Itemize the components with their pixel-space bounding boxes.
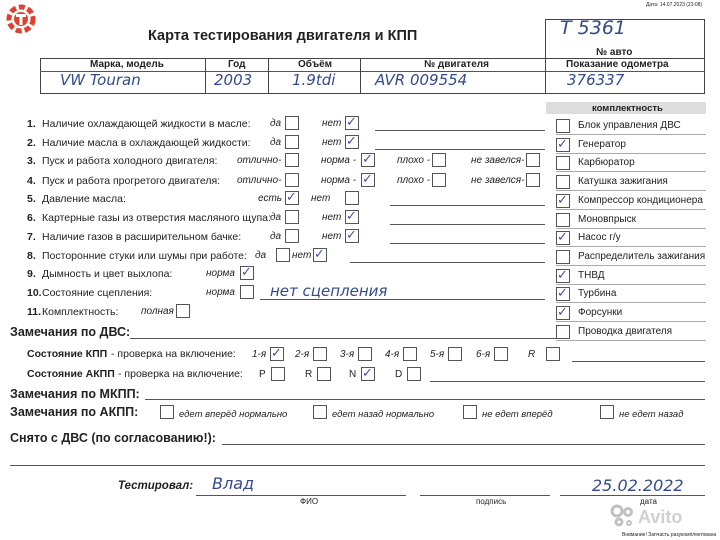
kit-item-label: Турбина	[578, 288, 617, 300]
kpp-gear-checkbox[interactable]	[403, 347, 417, 361]
date-value: 25.02.2022	[592, 476, 684, 495]
item-option-label: нет	[322, 231, 342, 242]
col-engine-no: № двигателя	[424, 59, 489, 70]
kit-line	[556, 171, 706, 172]
item-option-label: норма	[206, 268, 235, 279]
date-label: дата	[640, 497, 657, 506]
item-label: Дымность и цвет выхлопа:	[42, 268, 173, 280]
item-option-label: нет	[292, 250, 312, 261]
kit-item-label: Карбюратор	[578, 157, 635, 169]
item-number: 8.	[27, 250, 36, 262]
item-line	[390, 243, 545, 244]
print-date: Дата: 14.07.2023 (23:08)	[646, 2, 703, 8]
item-option-label: нет	[322, 118, 342, 129]
auto-number-value: Т 5361	[560, 17, 626, 39]
kpp-gear-label: R	[528, 349, 536, 360]
akpp-position-label: R	[305, 369, 313, 380]
item-option-checkbox-checkmark-icon: ✓	[362, 172, 373, 187]
avito-watermark	[610, 502, 710, 530]
item-option-label: плохо -	[397, 155, 431, 166]
item-number: 7.	[27, 231, 36, 243]
item-option-label: есть	[258, 193, 283, 204]
item-option-label: да	[270, 137, 282, 148]
kpp-suffix: - проверка на включение:	[111, 348, 236, 360]
item-label: Картерные газы из отверстия масляного щупа:	[42, 212, 271, 224]
item-option-label: отлично-	[237, 155, 282, 166]
item-number: 4.	[27, 175, 36, 187]
item-option-checkbox[interactable]	[285, 210, 299, 224]
item-option-checkbox[interactable]	[526, 153, 540, 167]
kpp-gear-label: 5-я	[430, 349, 445, 360]
kit-line	[556, 190, 706, 191]
item-line	[390, 205, 545, 206]
item-line	[350, 262, 545, 263]
item-option-label: нет	[322, 212, 342, 223]
kit-line	[556, 302, 706, 303]
item-option-label: плохо -	[397, 175, 431, 186]
akpp-remark-label: не едет вперёд	[482, 409, 553, 420]
kit-title: комплектность	[592, 103, 663, 114]
kit-checkbox[interactable]	[556, 175, 570, 189]
item-number: 5.	[27, 193, 36, 205]
item-option-checkbox[interactable]	[432, 173, 446, 187]
kpp-line	[572, 361, 705, 362]
item-label: Давление масла:	[42, 193, 126, 205]
company-logo	[6, 4, 36, 34]
kit-checkbox[interactable]	[556, 213, 570, 227]
kit-item-label: Форсунки	[578, 307, 623, 318]
kit-line	[556, 284, 706, 285]
akpp-remark-checkbox[interactable]	[600, 405, 614, 419]
kit-item-label: Распределитель зажигания	[578, 250, 706, 262]
kit-item-label: Насос г/у	[578, 232, 621, 244]
akpp-remark-label: не едет назад	[619, 409, 684, 420]
kit-checkbox[interactable]	[556, 250, 570, 264]
avito-watermark-text: Avito	[638, 507, 683, 527]
akpp-label: Состояние АКПП	[27, 368, 115, 380]
kpp-gear-checkbox[interactable]	[448, 347, 462, 361]
col-brand: Марка, модель	[90, 59, 164, 70]
item-option-checkbox-checkmark-icon: ✓	[241, 265, 252, 280]
item-label: Состояние сцепления:	[42, 287, 153, 299]
akpp-remark-label: едет вперёд нормально	[179, 409, 288, 420]
kit-line	[556, 228, 706, 229]
item-option-checkbox-checkmark-icon: ✓	[362, 152, 373, 167]
kit-checkbox[interactable]	[556, 119, 570, 133]
kit-item-label: Моновпрыск	[578, 213, 636, 225]
attention-note: Внимание! Запчасть разукомплектована	[622, 532, 717, 538]
item-number: 10.	[27, 287, 42, 299]
remarks-akpp-label: Замечания по АКПП:	[10, 405, 139, 419]
engine-no-value: AVR 009554	[375, 71, 468, 89]
tester-name: Влад	[212, 474, 255, 493]
kit-checkbox-checkmark-icon: ✓	[557, 192, 568, 208]
item-line	[375, 149, 545, 150]
item-number: 11.	[27, 306, 42, 318]
item-option-label: да	[270, 118, 282, 129]
kit-line	[556, 209, 706, 210]
akpp-remark-label: едет назад нормально	[332, 409, 435, 420]
item-label: Наличие масла в охлаждающей жидкости:	[42, 137, 251, 149]
akpp-position-checkbox[interactable]	[407, 367, 421, 381]
page-title: Карта тестирования двигателя и КПП	[148, 28, 418, 44]
kit-item-label: Блок управления ДВС	[578, 120, 681, 131]
item-option-checkbox-checkmark-icon: ✓	[314, 247, 325, 262]
item-option-label: полная	[141, 306, 174, 317]
kpp-gear-label: 6-я	[476, 349, 491, 360]
item-label: Наличие охлаждающей жидкости в масле:	[42, 118, 251, 130]
kit-checkbox-checkmark-icon: ✓	[557, 267, 568, 283]
akpp-position-label: D	[395, 369, 403, 380]
akpp-position-checkbox-checkmark-icon: ✓	[362, 366, 373, 381]
item-option-checkbox[interactable]	[432, 153, 446, 167]
item-label: Наличие газов в расширительном бачке:	[42, 231, 242, 243]
kpp-label: Состояние КПП	[27, 348, 108, 360]
kit-checkbox[interactable]	[556, 325, 570, 339]
item-option-label: норма -	[321, 155, 357, 166]
item-option-label: да	[270, 212, 282, 223]
item-option-label: да	[270, 231, 282, 242]
kit-line	[556, 340, 706, 341]
item-number: 1.	[27, 118, 36, 130]
item-option-label: отлично-	[237, 175, 282, 186]
item-option-label: не завелся-	[471, 175, 525, 186]
kit-line	[556, 265, 706, 266]
item-option-label: норма	[206, 287, 235, 298]
remarks-dvs-label: Замечания по ДВС:	[10, 325, 131, 339]
item-option-label: не завелся-	[471, 155, 525, 166]
item-label: Пуск и работа холодного двигателя:	[42, 155, 218, 167]
item-line	[390, 224, 545, 225]
kpp-gear-checkbox-checkmark-icon: ✓	[271, 346, 282, 361]
item-label: Комплектность:	[42, 306, 119, 318]
item-option-checkbox-checkmark-icon: ✓	[346, 209, 357, 224]
akpp-position-checkbox[interactable]	[271, 367, 285, 381]
volume-value: 1.9tdi	[292, 71, 336, 89]
kpp-gear-label: 1-я	[252, 349, 267, 360]
akpp-position-checkbox[interactable]	[317, 367, 331, 381]
brand-value: VW Touran	[60, 71, 141, 89]
item-option-checkbox-checkmark-icon: ✓	[346, 134, 357, 149]
kit-item-label: Компрессор кондиционера	[578, 194, 703, 206]
kit-checkbox-checkmark-icon: ✓	[557, 230, 568, 246]
kpp-gear-checkbox[interactable]	[358, 347, 372, 361]
kit-line	[556, 321, 706, 322]
item-line	[375, 130, 545, 131]
year-value: 2003	[214, 71, 253, 89]
item-option-checkbox[interactable]	[285, 153, 299, 167]
item-option-checkbox[interactable]	[240, 285, 254, 299]
item-label: Пуск и работа прогретого двигателя:	[42, 175, 221, 187]
sign-label: подпись	[476, 497, 507, 506]
kit-line	[556, 153, 706, 154]
item-label: Посторонние стуки или шумы при работе:	[42, 250, 247, 262]
akpp-remark-checkbox[interactable]	[463, 405, 477, 419]
clutch-note: нет сцепления	[270, 282, 388, 300]
fio-label: ФИО	[300, 497, 319, 506]
kit-checkbox-checkmark-icon: ✓	[557, 305, 568, 320]
item-option-checkbox[interactable]	[285, 173, 299, 187]
akpp-remark-checkbox[interactable]	[160, 405, 174, 419]
removed-label: Снято с ДВС (по согласованию!):	[10, 431, 216, 445]
kpp-gear-label: 2-я	[295, 349, 310, 360]
kpp-gear-label: 3-я	[340, 349, 355, 360]
odometer-value: 376337	[567, 71, 625, 89]
item-option-checkbox[interactable]	[176, 304, 190, 318]
kit-checkbox-checkmark-icon: ✓	[557, 286, 568, 302]
kit-item-label: Катушка зажигания	[578, 176, 668, 188]
item-option-label: да	[255, 250, 267, 261]
item-option-checkbox[interactable]	[276, 248, 290, 262]
item-option-checkbox[interactable]	[526, 173, 540, 187]
kit-item-label: Проводка двигателя	[578, 325, 673, 337]
item-option-checkbox-checkmark-icon: ✓	[286, 190, 297, 205]
tested-label: Тестировал:	[118, 480, 194, 492]
kit-line	[556, 246, 706, 247]
item-option-checkbox-checkmark-icon: ✓	[346, 228, 357, 243]
akpp-position-label: N	[349, 369, 357, 380]
item-option-checkbox[interactable]	[285, 229, 299, 243]
item-number: 6.	[27, 212, 36, 224]
item-number: 2.	[27, 137, 36, 149]
kit-item-label: ТНВД	[578, 269, 605, 281]
item-option-checkbox[interactable]	[285, 135, 299, 149]
col-volume: Объём	[298, 59, 333, 70]
item-line	[260, 299, 545, 300]
item-option-checkbox[interactable]	[285, 116, 299, 130]
auto-number-label: № авто	[596, 47, 633, 58]
kit-item-label: Генератор	[578, 138, 626, 150]
col-year: Год	[228, 59, 246, 70]
kit-checkbox[interactable]	[556, 156, 570, 170]
akpp-line	[430, 381, 705, 382]
kpp-gear-checkbox[interactable]	[313, 347, 327, 361]
item-option-label: нет	[311, 193, 331, 204]
item-option-checkbox[interactable]	[345, 191, 359, 205]
akpp-suffix: - проверка на включение:	[118, 368, 243, 380]
col-odometer: Показание одометра	[566, 59, 669, 70]
kit-line	[556, 134, 706, 135]
kpp-gear-checkbox[interactable]	[494, 347, 508, 361]
remarks-mkpp-label: Замечания по МКПП:	[10, 387, 140, 401]
item-option-checkbox-checkmark-icon: ✓	[346, 115, 357, 130]
kit-checkbox-checkmark-icon: ✓	[557, 136, 568, 152]
item-option-label: норма -	[321, 175, 357, 186]
item-number: 9.	[27, 268, 36, 280]
kpp-gear-label: 4-я	[385, 349, 400, 360]
item-number: 3.	[27, 155, 36, 167]
akpp-position-label: P	[259, 369, 266, 380]
kpp-gear-checkbox[interactable]	[546, 347, 560, 361]
akpp-remark-checkbox[interactable]	[313, 405, 327, 419]
item-option-label: нет	[322, 137, 342, 148]
